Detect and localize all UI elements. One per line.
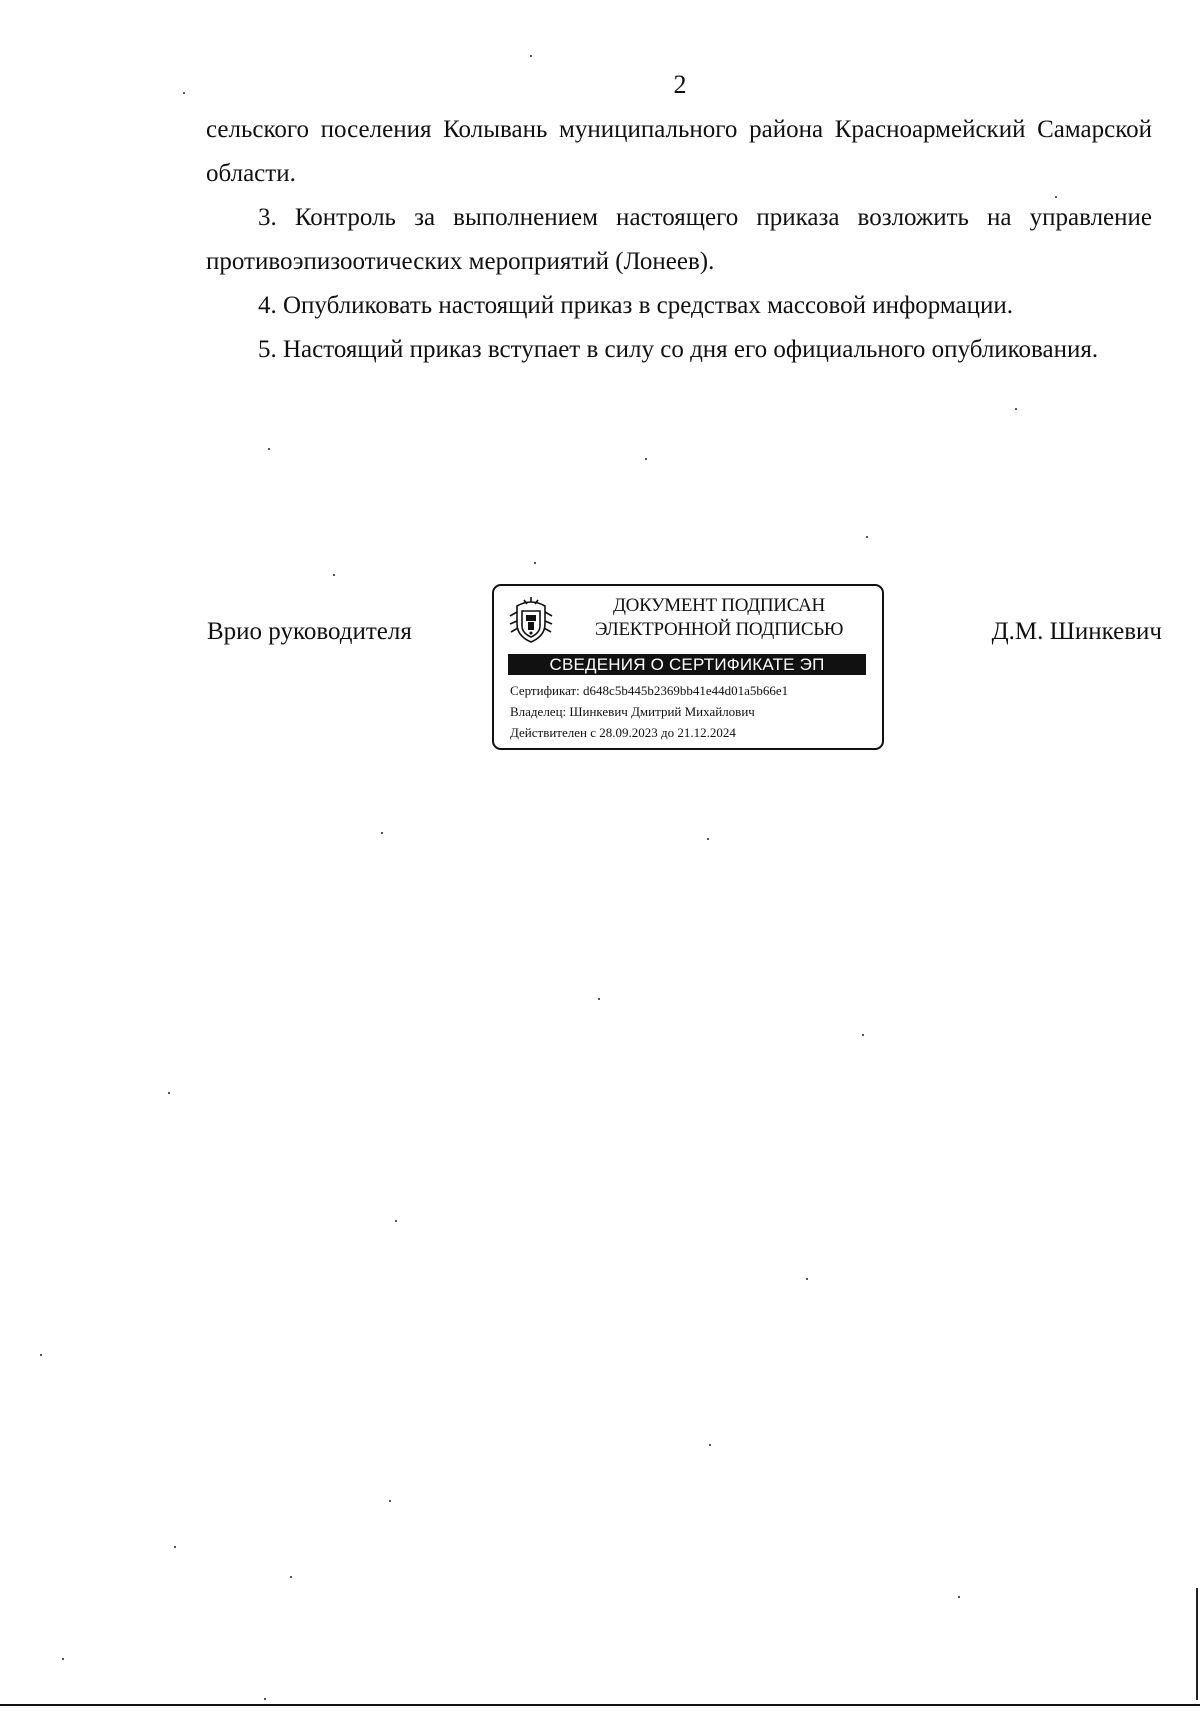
- scan-speck: [174, 1546, 176, 1548]
- scan-speck: [183, 92, 185, 94]
- electronic-signature-stamp: [492, 584, 884, 750]
- scan-speck: [958, 1596, 960, 1598]
- certificate-owner: Владелец: Шинкевич Дмитрий Михайлович: [510, 704, 755, 719]
- scan-speck: [530, 55, 532, 57]
- scan-speck: [534, 562, 536, 564]
- paragraph: 5. Настоящий приказ вступает в силу со дня его официального опубликования.: [258, 336, 1099, 363]
- scan-speck: [62, 1658, 64, 1660]
- paragraph: 4. Опубликовать настоящий приказ в средствах массовой информации.: [258, 292, 1014, 319]
- certificate-number: Сертификат: d648c5b445b2369bb41e44d01a5b66e1: [510, 683, 789, 698]
- scan-speck: [333, 574, 335, 576]
- scan-speck: [389, 1500, 391, 1502]
- paragraph: 3. Контроль за выполнением настоящего приказа возложить на управление противоэпизоотических мероприятий (Лонеев).: [206, 204, 1152, 275]
- scan-speck: [264, 1698, 266, 1700]
- certificate-info-bar: СВЕДЕНИЯ О СЕРТИФИКАТЕ ЭП: [508, 654, 866, 675]
- scan-speck: [381, 832, 383, 834]
- certificate-validity: Действителен с 28.09.2023 до 21.12.2024: [510, 725, 736, 740]
- signer-name: Д.М. Шинкевич: [991, 618, 1162, 645]
- scan-speck: [40, 1354, 42, 1356]
- scan-edge-mark: [1196, 1588, 1198, 1700]
- page-number: 2: [673, 70, 687, 99]
- scan-speck: [645, 458, 647, 460]
- paragraph: сельского поселения Колывань муниципального района Красноармейский Самарской области.: [206, 116, 1152, 187]
- certificate-details: [510, 680, 870, 743]
- stamp-heading: [574, 594, 864, 642]
- scan-speck: [168, 1092, 170, 1094]
- scan-speck: [268, 448, 270, 450]
- scan-speck: [707, 838, 709, 840]
- scan-speck: [806, 1278, 808, 1280]
- scan-speck: [862, 1034, 864, 1036]
- scan-speck: [290, 1576, 292, 1578]
- document-body: [206, 108, 1152, 372]
- scan-speck: [395, 1220, 397, 1222]
- stamp-heading-line: ДОКУМЕНТ ПОДПИСАН: [613, 595, 825, 616]
- coat-of-arms-icon: [508, 596, 554, 646]
- scan-speck: [1015, 408, 1017, 410]
- scan-speck: [866, 536, 868, 538]
- scan-edge-line: [0, 1704, 1200, 1706]
- scan-speck: [598, 998, 600, 1000]
- signer-position: Врио руководителя: [207, 618, 412, 645]
- scan-speck: [709, 1444, 711, 1446]
- scan-speck: [1055, 196, 1057, 198]
- stamp-heading-line: ЭЛЕКТРОННОЙ ПОДПИСЬЮ: [594, 619, 844, 640]
